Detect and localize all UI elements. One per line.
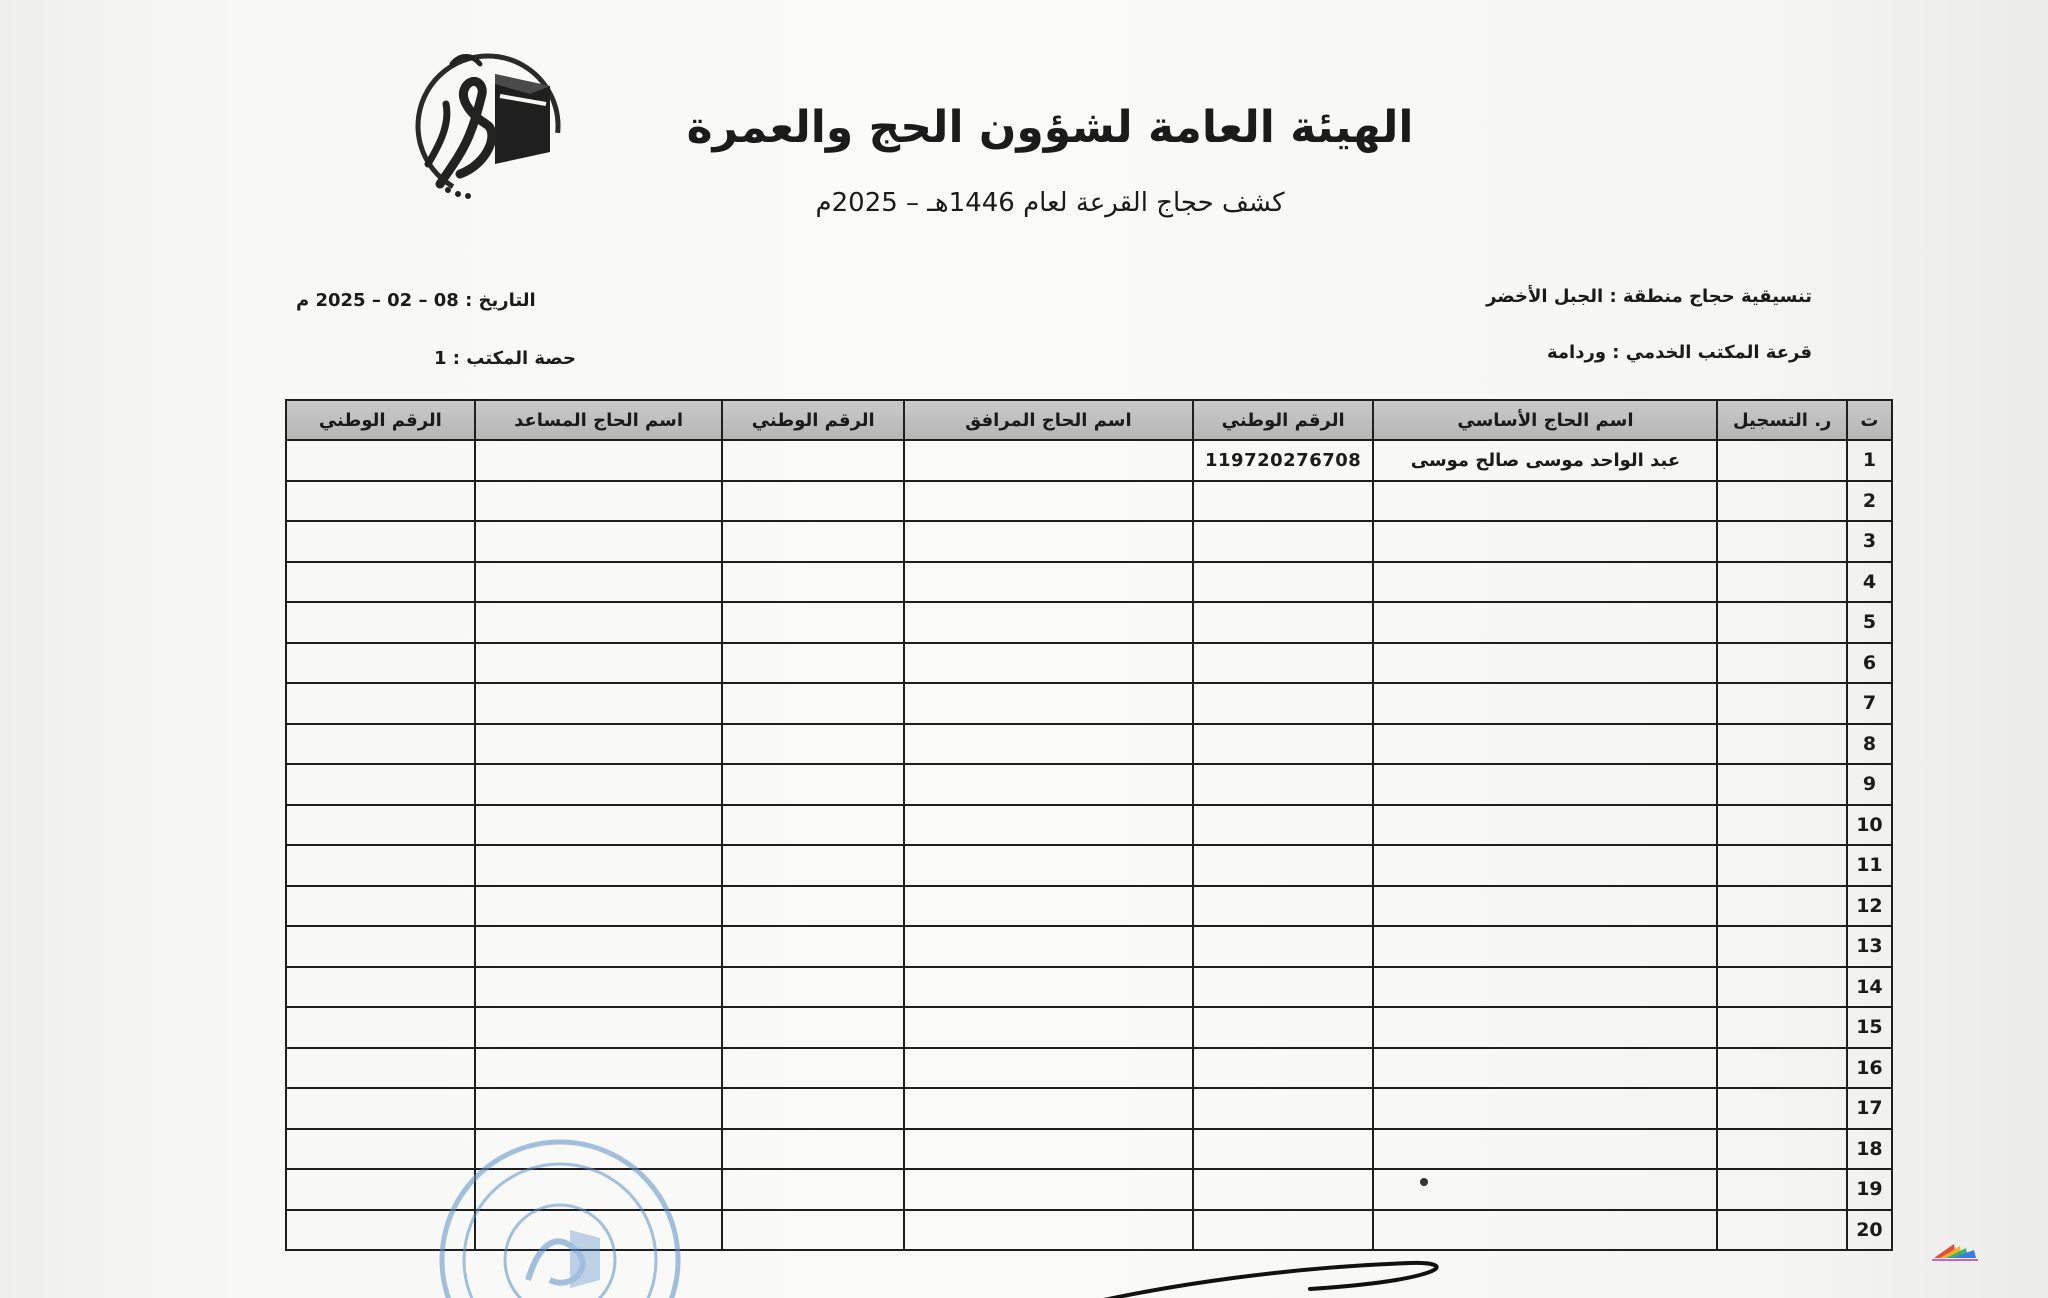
- assistant-national-id-cell: [286, 1007, 475, 1048]
- companion-national-id-cell: [722, 602, 904, 643]
- row-number: 2: [1847, 481, 1892, 522]
- companion-name-cell: [904, 1129, 1193, 1170]
- companion-name-cell: [904, 562, 1193, 603]
- main-pilgrim-name-cell: [1373, 724, 1717, 765]
- registration-cell: [1717, 1048, 1846, 1089]
- assistant-name-cell: [475, 562, 723, 603]
- companion-name-cell: [904, 1048, 1193, 1089]
- registration-cell: [1717, 1210, 1846, 1251]
- table-row: [286, 440, 1892, 481]
- row-number: 8: [1847, 724, 1892, 765]
- date-label: التاريخ : 08 – 02 – 2025 م: [296, 290, 536, 311]
- companion-name-cell: [904, 886, 1193, 927]
- assistant-name-cell: [475, 1007, 723, 1048]
- hajj-logo-icon: [400, 34, 570, 209]
- companion-national-id-cell: [722, 724, 904, 765]
- header-main-nid: الرقم الوطني: [1193, 400, 1374, 440]
- registration-cell: [1717, 683, 1846, 724]
- registration-cell: [1717, 440, 1846, 481]
- assistant-national-id-cell: [286, 1048, 475, 1089]
- main-national-id-cell: [1193, 1210, 1374, 1251]
- region-label: تنسيقية حجاج منطقة : الجبل الأخضر: [1486, 286, 1812, 307]
- companion-national-id-cell: [722, 562, 904, 603]
- row-number: 6: [1847, 643, 1892, 684]
- table-row: [286, 481, 1892, 522]
- companion-name-cell: [904, 845, 1193, 886]
- companion-name-cell: [904, 1169, 1193, 1210]
- main-national-id-cell: [1193, 643, 1374, 684]
- table-row: [286, 1048, 1892, 1089]
- companion-name-cell: [904, 805, 1193, 846]
- assistant-national-id-cell: [286, 967, 475, 1008]
- assistant-name-cell: [475, 683, 723, 724]
- assistant-national-id-cell: [286, 845, 475, 886]
- assistant-name-cell: [475, 764, 723, 805]
- table-row: [286, 805, 1892, 846]
- table-row: [286, 602, 1892, 643]
- registration-cell: [1717, 967, 1846, 1008]
- scanner-watermark-icon: [1930, 1240, 1980, 1262]
- table-row: [286, 886, 1892, 927]
- main-pilgrim-name-cell: [1373, 683, 1717, 724]
- row-number: 19: [1847, 1169, 1892, 1210]
- quota-label: حصة المكتب : 1: [434, 348, 577, 369]
- header-assistant-nid: الرقم الوطني: [286, 400, 475, 440]
- main-national-id-cell: [1193, 967, 1374, 1008]
- table-row: [286, 562, 1892, 603]
- companion-name-cell: [904, 440, 1193, 481]
- assistant-national-id-cell: [286, 805, 475, 846]
- main-national-id-cell: [1193, 1088, 1374, 1129]
- main-pilgrim-name-cell: [1373, 764, 1717, 805]
- companion-name-cell: [904, 521, 1193, 562]
- companion-national-id-cell: [722, 1088, 904, 1129]
- assistant-national-id-cell: [286, 521, 475, 562]
- registration-cell: [1717, 845, 1846, 886]
- main-pilgrim-name-cell: [1373, 562, 1717, 603]
- companion-name-cell: [904, 967, 1193, 1008]
- companion-national-id-cell: [722, 1169, 904, 1210]
- main-national-id-cell: [1193, 886, 1374, 927]
- table-header-row: [286, 400, 1892, 440]
- row-number: 1: [1847, 440, 1892, 481]
- assistant-name-cell: [475, 886, 723, 927]
- table-row: [286, 926, 1892, 967]
- header-companion-name: اسم الحاج المرافق: [904, 400, 1193, 440]
- main-pilgrim-name-cell: [1373, 481, 1717, 522]
- companion-national-id-cell: [722, 805, 904, 846]
- official-stamp: [410, 1130, 710, 1298]
- companion-national-id-cell: [722, 764, 904, 805]
- companion-name-cell: [904, 1210, 1193, 1251]
- registration-cell: [1717, 1169, 1846, 1210]
- main-national-id-cell: [1193, 805, 1374, 846]
- assistant-national-id-cell: [286, 724, 475, 765]
- main-national-id-cell: [1193, 764, 1374, 805]
- registration-cell: [1717, 1088, 1846, 1129]
- registration-cell: [1717, 886, 1846, 927]
- assistant-name-cell: [475, 805, 723, 846]
- row-number: 13: [1847, 926, 1892, 967]
- assistant-name-cell: [475, 521, 723, 562]
- main-pilgrim-name-cell: [1373, 1048, 1717, 1089]
- companion-national-id-cell: [722, 845, 904, 886]
- table-row: [286, 521, 1892, 562]
- companion-national-id-cell: [722, 1048, 904, 1089]
- assistant-national-id-cell: [286, 926, 475, 967]
- signature-stroke: [1090, 1255, 1450, 1298]
- header-seq: ت: [1847, 400, 1892, 440]
- companion-national-id-cell: [722, 1129, 904, 1170]
- table-row: [286, 764, 1892, 805]
- row-number: 18: [1847, 1129, 1892, 1170]
- table-row: [286, 1007, 1892, 1048]
- companion-national-id-cell: [722, 643, 904, 684]
- companion-name-cell: [904, 1007, 1193, 1048]
- companion-national-id-cell: [722, 886, 904, 927]
- main-pilgrim-name-cell: [1373, 845, 1717, 886]
- table-row: [286, 683, 1892, 724]
- main-pilgrim-name-cell: [1373, 1129, 1717, 1170]
- companion-national-id-cell: [722, 1210, 904, 1251]
- main-pilgrim-name-cell: عبد الواحد موسى صالح موسى: [1373, 440, 1717, 481]
- main-national-id-cell: [1193, 562, 1374, 603]
- main-national-id-cell: [1193, 1129, 1374, 1170]
- assistant-national-id-cell: [286, 683, 475, 724]
- document-subtitle: كشف حجاج القرعة لعام 1446هـ – 2025م: [815, 188, 1285, 218]
- companion-name-cell: [904, 764, 1193, 805]
- main-pilgrim-name-cell: [1373, 1007, 1717, 1048]
- assistant-name-cell: [475, 845, 723, 886]
- table-row: [286, 967, 1892, 1008]
- companion-name-cell: [904, 643, 1193, 684]
- main-pilgrim-name-cell: [1373, 926, 1717, 967]
- table-row: [286, 724, 1892, 765]
- header-main-name: اسم الحاج الأساسي: [1373, 400, 1717, 440]
- registration-cell: [1717, 562, 1846, 603]
- registration-cell: [1717, 1007, 1846, 1048]
- companion-national-id-cell: [722, 1007, 904, 1048]
- office-label: قرعة المكتب الخدمي : وردامة: [1547, 342, 1812, 363]
- assistant-national-id-cell: [286, 1088, 475, 1129]
- assistant-national-id-cell: [286, 643, 475, 684]
- companion-national-id-cell: [722, 967, 904, 1008]
- assistant-national-id-cell: [286, 440, 475, 481]
- main-national-id-cell: [1193, 1048, 1374, 1089]
- companion-national-id-cell: [722, 440, 904, 481]
- row-number: 5: [1847, 602, 1892, 643]
- header-companion-nid: الرقم الوطني: [722, 400, 904, 440]
- main-pilgrim-name-cell: [1373, 886, 1717, 927]
- assistant-national-id-cell: [286, 764, 475, 805]
- assistant-national-id-cell: [286, 481, 475, 522]
- assistant-name-cell: [475, 481, 723, 522]
- registration-cell: [1717, 643, 1846, 684]
- row-number: 16: [1847, 1048, 1892, 1089]
- main-national-id-cell: [1193, 724, 1374, 765]
- main-national-id-cell: [1193, 683, 1374, 724]
- pilgrims-table: [285, 399, 1893, 1251]
- companion-national-id-cell: [722, 521, 904, 562]
- main-national-id-cell: [1193, 845, 1374, 886]
- registration-cell: [1717, 764, 1846, 805]
- row-number: 3: [1847, 521, 1892, 562]
- assistant-name-cell: [475, 440, 723, 481]
- main-national-id-cell: [1193, 521, 1374, 562]
- companion-national-id-cell: [722, 926, 904, 967]
- table-body: [286, 440, 1892, 1250]
- main-national-id-cell: [1193, 602, 1374, 643]
- registration-cell: [1717, 724, 1846, 765]
- main-national-id-cell: [1193, 1169, 1374, 1210]
- main-national-id-cell: [1193, 481, 1374, 522]
- header-registration: ر. التسجيل: [1717, 400, 1846, 440]
- organization-title: الهيئة العامة لشؤون الحج والعمرة: [686, 102, 1414, 153]
- companion-name-cell: [904, 926, 1193, 967]
- row-number: 11: [1847, 845, 1892, 886]
- row-number: 9: [1847, 764, 1892, 805]
- table-row: [286, 845, 1892, 886]
- main-pilgrim-name-cell: [1373, 602, 1717, 643]
- row-number: 15: [1847, 1007, 1892, 1048]
- companion-national-id-cell: [722, 683, 904, 724]
- assistant-name-cell: [475, 724, 723, 765]
- main-national-id-cell: [1193, 1007, 1374, 1048]
- main-national-id-cell: 119720276708: [1193, 440, 1374, 481]
- registration-cell: [1717, 521, 1846, 562]
- assistant-name-cell: [475, 967, 723, 1008]
- main-pilgrim-name-cell: [1373, 1210, 1717, 1251]
- assistant-name-cell: [475, 602, 723, 643]
- row-number: 7: [1847, 683, 1892, 724]
- assistant-name-cell: [475, 1048, 723, 1089]
- assistant-national-id-cell: [286, 886, 475, 927]
- header-assistant-name: اسم الحاج المساعد: [475, 400, 723, 440]
- main-pilgrim-name-cell: [1373, 967, 1717, 1008]
- registration-cell: [1717, 481, 1846, 522]
- companion-name-cell: [904, 724, 1193, 765]
- assistant-national-id-cell: [286, 602, 475, 643]
- companion-name-cell: [904, 683, 1193, 724]
- row-number: 17: [1847, 1088, 1892, 1129]
- registration-cell: [1717, 805, 1846, 846]
- row-number: 10: [1847, 805, 1892, 846]
- main-pilgrim-name-cell: [1373, 643, 1717, 684]
- companion-name-cell: [904, 481, 1193, 522]
- main-national-id-cell: [1193, 926, 1374, 967]
- row-number: 12: [1847, 886, 1892, 927]
- registration-cell: [1717, 602, 1846, 643]
- ink-speck: [1417, 1175, 1431, 1189]
- companion-national-id-cell: [722, 481, 904, 522]
- registration-cell: [1717, 1129, 1846, 1170]
- main-pilgrim-name-cell: [1373, 1088, 1717, 1129]
- table-row: [286, 643, 1892, 684]
- row-number: 14: [1847, 967, 1892, 1008]
- assistant-name-cell: [475, 643, 723, 684]
- assistant-national-id-cell: [286, 562, 475, 603]
- assistant-name-cell: [475, 1088, 723, 1129]
- row-number: 20: [1847, 1210, 1892, 1251]
- companion-name-cell: [904, 602, 1193, 643]
- row-number: 4: [1847, 562, 1892, 603]
- main-pilgrim-name-cell: [1373, 805, 1717, 846]
- main-pilgrim-name-cell: [1373, 521, 1717, 562]
- table-row: [286, 1088, 1892, 1129]
- companion-name-cell: [904, 1088, 1193, 1129]
- registration-cell: [1717, 926, 1846, 967]
- assistant-name-cell: [475, 926, 723, 967]
